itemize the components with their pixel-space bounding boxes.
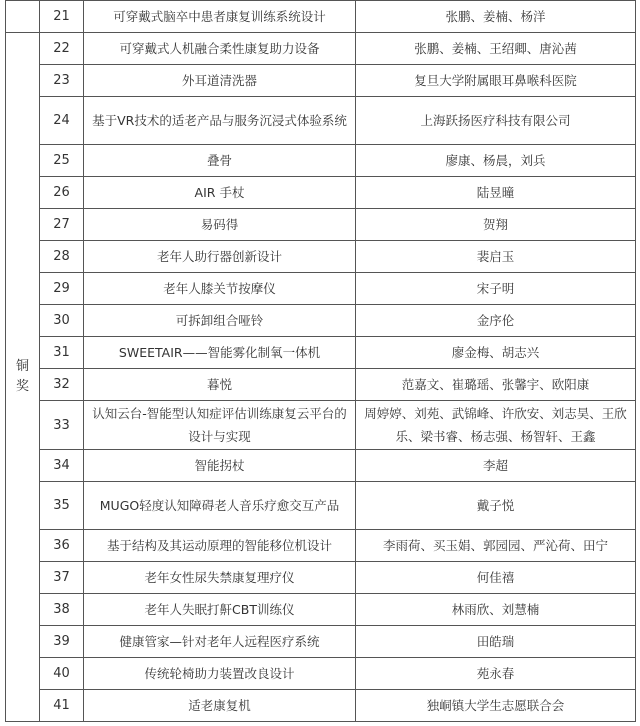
project-name: 传统轮椅助力装置改良设计 (84, 658, 356, 690)
designer-names: 张鹏、姜楠、杨洋 (356, 1, 636, 33)
designer-names: 上海跃扬医疗科技有限公司 (356, 97, 636, 145)
row-number: 22 (40, 33, 84, 65)
row-number: 41 (40, 690, 84, 722)
table-row (6, 369, 636, 401)
designer-names: 周婷婷、刘苑、武锦峰、许欣安、刘志昊、王欣乐、梁书睿、杨志强、杨智轩、王鑫 (356, 401, 636, 450)
designer-names: 独峒镇大学生志愿联合会 (356, 690, 636, 722)
designer-names: 李雨荷、买玉娟、郭园园、严沁荷、田宁 (356, 530, 636, 562)
project-name: 易码得 (84, 209, 356, 241)
project-name: 叠骨 (84, 145, 356, 177)
table-row (6, 690, 636, 722)
table-row (6, 626, 636, 658)
project-name: 外耳道清洗器 (84, 65, 356, 97)
designer-names: 何佳禧 (356, 562, 636, 594)
project-name: 智能拐杖 (84, 450, 356, 482)
designer-names: 裴启玉 (356, 241, 636, 273)
designer-names: 陆昱曈 (356, 177, 636, 209)
designer-names: 贺翔 (356, 209, 636, 241)
row-number: 28 (40, 241, 84, 273)
table-row (6, 97, 636, 145)
designer-names: 张鹏、姜楠、王绍卿、唐沁茜 (356, 33, 636, 65)
row-number: 38 (40, 594, 84, 626)
table-row (6, 1, 636, 33)
project-name: SWEETAIR——智能雾化制氧一体机 (84, 337, 356, 369)
row-number: 26 (40, 177, 84, 209)
table-row (6, 530, 636, 562)
designer-names: 李超 (356, 450, 636, 482)
table-row (6, 209, 636, 241)
project-name: 老年人膝关节按摩仪 (84, 273, 356, 305)
row-number: 21 (40, 1, 84, 33)
project-name: 健康管家—针对老年人远程医疗系统 (84, 626, 356, 658)
row-number: 37 (40, 562, 84, 594)
table-row (6, 562, 636, 594)
award-category-label: 铜奖 (15, 359, 29, 394)
designer-names: 复旦大学附属眼耳鼻喉科医院 (356, 65, 636, 97)
designer-names: 金序伦 (356, 305, 636, 337)
project-name: 可拆卸组合哑铃 (84, 305, 356, 337)
project-name: MUGO轻度认知障碍老人音乐疗愈交互产品 (84, 482, 356, 530)
row-number: 33 (40, 401, 84, 450)
row-number: 25 (40, 145, 84, 177)
project-name: 暮悦 (84, 369, 356, 401)
table-row (6, 337, 636, 369)
project-name: AIR 手杖 (84, 177, 356, 209)
row-number: 35 (40, 482, 84, 530)
award-category-cell (6, 33, 40, 722)
designer-names: 范嘉文、崔璐瑶、张馨宇、欧阳康 (356, 369, 636, 401)
table-row (6, 482, 636, 530)
designer-names: 戴子悦 (356, 482, 636, 530)
designer-names: 田皓瑞 (356, 626, 636, 658)
row-number: 27 (40, 209, 84, 241)
project-name: 认知云台-智能型认知症评估训练康复云平台的设计与实现 (84, 401, 356, 450)
designer-names: 苑永春 (356, 658, 636, 690)
row-number: 40 (40, 658, 84, 690)
project-name: 老年女性尿失禁康复理疗仪 (84, 562, 356, 594)
row-number: 23 (40, 65, 84, 97)
row-number: 31 (40, 337, 84, 369)
row-number: 32 (40, 369, 84, 401)
table-row (6, 658, 636, 690)
table-row (6, 401, 636, 450)
project-name: 适老康复机 (84, 690, 356, 722)
project-name: 可穿戴式脑卒中患者康复训练系统设计 (84, 1, 356, 33)
row-number: 24 (40, 97, 84, 145)
row-number: 30 (40, 305, 84, 337)
table-row (6, 65, 636, 97)
project-name: 可穿戴式人机融合柔性康复助力设备 (84, 33, 356, 65)
designer-names: 宋子明 (356, 273, 636, 305)
awards-table-body (6, 1, 636, 722)
row-number: 34 (40, 450, 84, 482)
table-row (6, 241, 636, 273)
category-cell-blank (6, 1, 40, 33)
project-name: 老年人失眠打鼾CBT训练仪 (84, 594, 356, 626)
row-number: 29 (40, 273, 84, 305)
row-number: 39 (40, 626, 84, 658)
project-name: 基于结构及其运动原理的智能移位机设计 (84, 530, 356, 562)
table-row (6, 273, 636, 305)
table-row (6, 450, 636, 482)
table-row (6, 594, 636, 626)
table-row (6, 177, 636, 209)
designer-names: 廖金梅、胡志兴 (356, 337, 636, 369)
project-name: 基于VR技术的适老产品与服务沉浸式体验系统 (84, 97, 356, 145)
table-row (6, 305, 636, 337)
table-row (6, 145, 636, 177)
row-number: 36 (40, 530, 84, 562)
table-row (6, 33, 636, 65)
project-name: 老年人助行器创新设计 (84, 241, 356, 273)
designer-names: 林雨欣、刘慧楠 (356, 594, 636, 626)
awards-table (5, 0, 636, 722)
designer-names: 廖康、杨晨，刘兵 (356, 145, 636, 177)
